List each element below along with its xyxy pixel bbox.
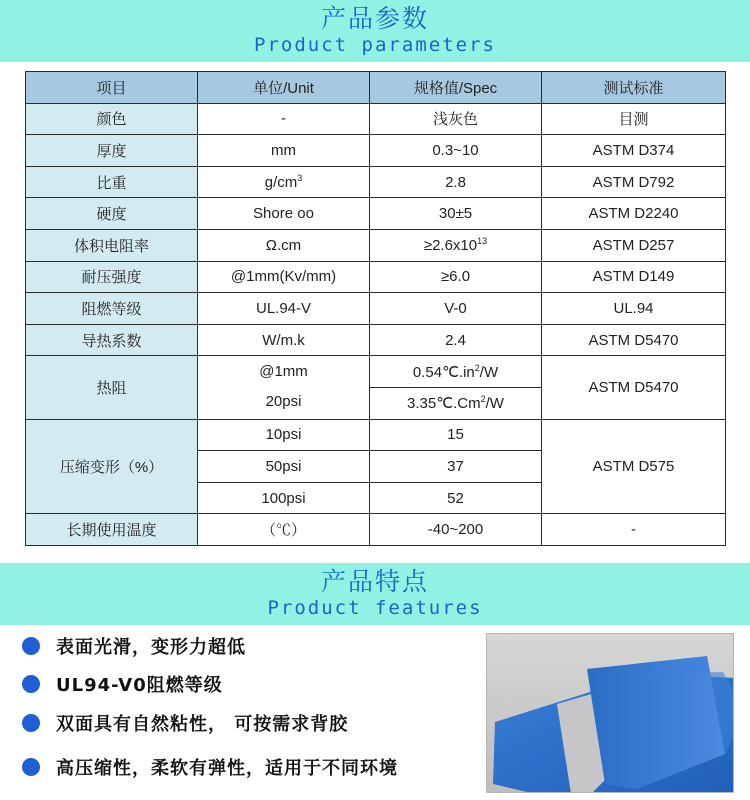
- standard-cell: ASTM D5470: [542, 324, 726, 356]
- table-row: [26, 198, 726, 230]
- spec-cell: -40~200: [370, 514, 542, 546]
- bullet-dot-icon: [22, 675, 40, 693]
- spec-cell: [370, 356, 542, 388]
- spec-cell: V-0: [370, 293, 542, 325]
- list-item: [22, 628, 246, 664]
- spec-cell: 2.4: [370, 324, 542, 356]
- row-label: 压缩变形（%）: [26, 419, 198, 514]
- unit-superscript: 3: [297, 172, 303, 183]
- table-row: [26, 103, 726, 135]
- bullet-dot-icon: [22, 758, 40, 776]
- feature-text: 高压缩性，柔软有弹性，适用于不同环境: [56, 758, 398, 779]
- list-item: [22, 749, 398, 785]
- spec-cell: ≥6.0: [370, 261, 542, 293]
- spec-cell: [370, 229, 542, 261]
- row-label: 阻燃等级: [26, 293, 198, 325]
- standard-cell: ASTM D374: [542, 135, 726, 167]
- table-row: [26, 514, 726, 546]
- row-label: 颜色: [26, 103, 198, 135]
- unit-cell: [198, 356, 370, 419]
- spec-cell: 15: [370, 419, 542, 451]
- unit-cell: @1mm(Kv/mm): [198, 261, 370, 293]
- feature-text: 表面光滑，变形力超低: [56, 637, 246, 658]
- standard-cell: ASTM D575: [542, 419, 726, 514]
- thermal-pad-illustration: [487, 634, 734, 793]
- list-item: [22, 705, 348, 741]
- row-label: 比重: [26, 166, 198, 198]
- spec-text: /W: [479, 363, 499, 381]
- row-label: 体积电阻率: [26, 229, 198, 261]
- header-standard: 测试标准: [542, 72, 726, 104]
- row-label: 耐压强度: [26, 261, 198, 293]
- spec-superscript: 2: [474, 362, 480, 373]
- standard-cell: -: [542, 514, 726, 546]
- parameters-banner: [0, 0, 750, 62]
- unit-cell: -: [198, 103, 370, 135]
- features-banner: [0, 563, 750, 625]
- row-label: 硬度: [26, 198, 198, 230]
- row-label: 热阻: [26, 356, 198, 419]
- spec-cell: 37: [370, 451, 542, 483]
- row-label: 长期使用温度: [26, 514, 198, 546]
- standard-cell: 目测: [542, 103, 726, 135]
- feature-text: UL94-V0阻燃等级: [56, 675, 223, 696]
- spec-text: 0.54℃.in: [412, 363, 475, 381]
- table-row: [26, 324, 726, 356]
- table-row: [26, 229, 726, 261]
- spec-cell: 2.8: [370, 166, 542, 198]
- product-photo: [486, 633, 734, 793]
- unit-text: g/cm: [264, 173, 298, 191]
- table-row: [26, 166, 726, 198]
- features-title-en: Product features: [267, 597, 483, 619]
- unit-cell: 100psi: [198, 482, 370, 514]
- table-row: [26, 135, 726, 167]
- spec-cell: [370, 387, 542, 419]
- spec-superscript: 13: [477, 235, 488, 246]
- row-label: 导热系数: [26, 324, 198, 356]
- features-title-cn: 产品特点: [320, 567, 429, 596]
- unit-cell: 50psi: [198, 451, 370, 483]
- feature-text: 双面具有自然粘性， 可按需求背胶: [56, 714, 349, 735]
- spec-cell: 0.3~10: [370, 135, 542, 167]
- unit-cell: mm: [198, 135, 370, 167]
- standard-cell: ASTM D149: [542, 261, 726, 293]
- row-label: 厚度: [26, 135, 198, 167]
- spec-cell: 52: [370, 482, 542, 514]
- list-item: [22, 666, 223, 702]
- header-spec: 规格值/Spec: [370, 72, 542, 104]
- bullet-dot-icon: [22, 714, 40, 732]
- unit-cell: W/m.k: [198, 324, 370, 356]
- header-item: 项目: [26, 72, 198, 104]
- standard-cell: ASTM D2240: [542, 198, 726, 230]
- table-row: [26, 293, 726, 325]
- bullet-dot-icon: [22, 637, 40, 655]
- standard-cell: ASTM D257: [542, 229, 726, 261]
- table-row: [26, 356, 726, 388]
- header-unit: 单位/Unit: [198, 72, 370, 104]
- unit-cell: UL.94-V: [198, 293, 370, 325]
- spec-cell: 浅灰色: [370, 103, 542, 135]
- unit-cell: Shore oo: [198, 198, 370, 230]
- table-row: [26, 419, 726, 451]
- unit-cell: 10psi: [198, 419, 370, 451]
- standard-cell: ASTM D792: [542, 166, 726, 198]
- spec-text: ≥2.6x10: [423, 236, 478, 254]
- standard-cell: ASTM D5470: [542, 356, 726, 419]
- spec-text: /W: [485, 395, 504, 413]
- standard-cell: UL.94: [542, 293, 726, 325]
- spec-cell: 30±5: [370, 198, 542, 230]
- parameters-table: [25, 71, 726, 546]
- spec-text: 3.35℃.Cm: [407, 395, 481, 413]
- parameters-title-en: Product parameters: [254, 34, 496, 56]
- spec-superscript: 2: [480, 394, 486, 405]
- unit-text: @1mm: [259, 363, 308, 381]
- unit-cell: [198, 166, 370, 198]
- table-header-row: [26, 72, 726, 104]
- parameters-title-cn: 产品参数: [320, 4, 429, 33]
- unit-text: 20psi: [265, 393, 302, 411]
- table-row: [26, 261, 726, 293]
- unit-cell: Ω.cm: [198, 229, 370, 261]
- unit-cell: （℃）: [198, 514, 370, 546]
